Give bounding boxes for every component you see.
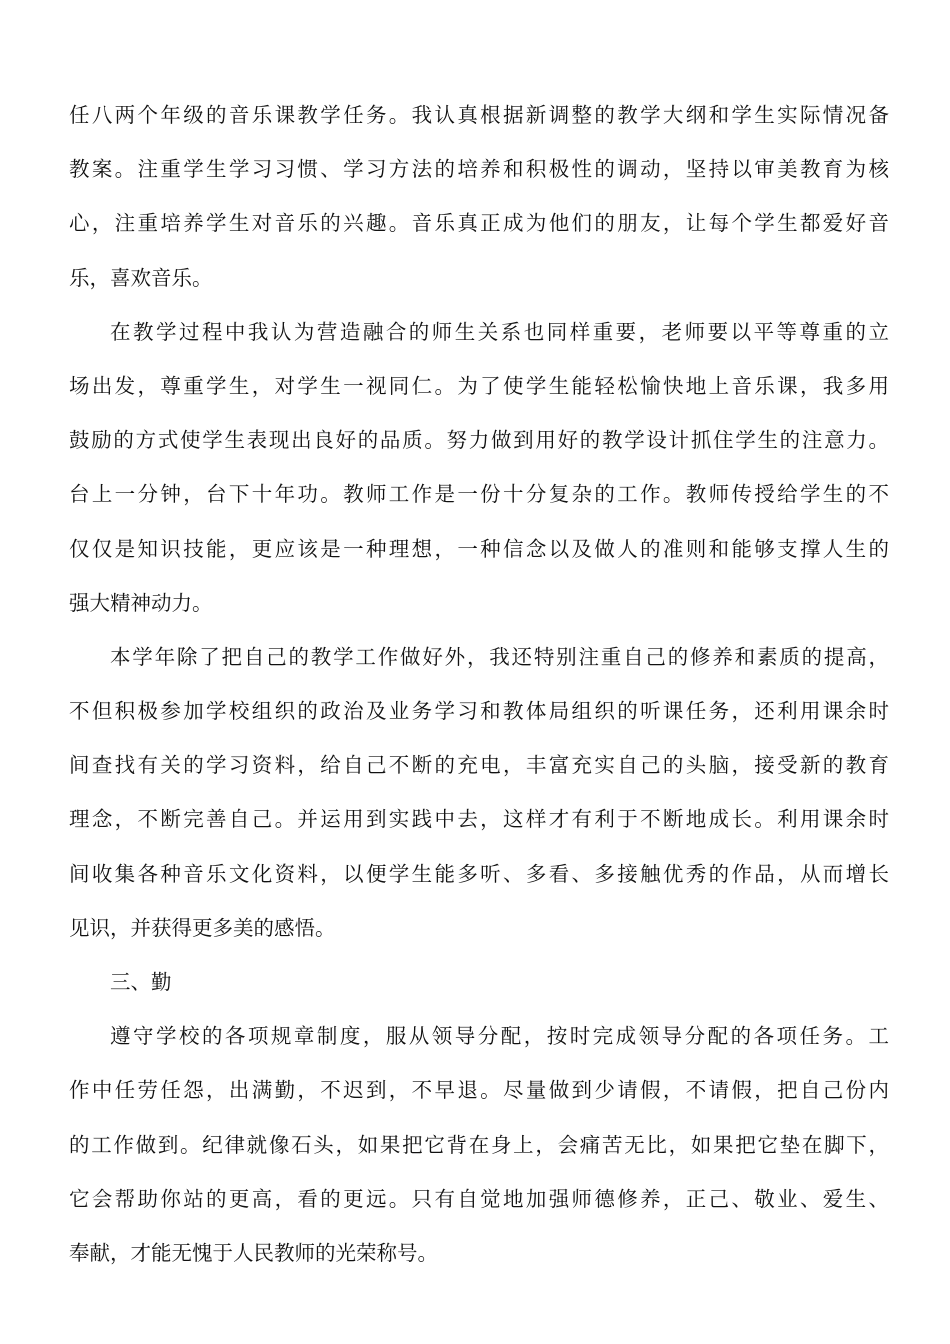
paragraph-first-line: 本学年除了把自己的教学工作做好外，我还特别注重自己的修养和素质的提高， [110,644,889,669]
text-line: 任八两个年级的音乐课教学任务。我认真根据新调整的教学大纲和学生实际情况备 [69,103,889,127]
paragraph-first-line: 在教学过程中我认为营造融合的师生关系也同样重要，老师要以平等尊重的立 [110,319,889,344]
section-heading: 三、勤 [110,970,172,994]
text-line: 乐，喜欢音乐。 [69,265,213,290]
text-line: 强大精神动力。 [69,590,213,615]
paragraph-first-line: 遵守学校的各项规章制度，服从领导分配，按时完成领导分配的各项任务。工 [110,1024,889,1049]
text-line: 不但积极参加学校组织的政治及业务学习和教体局组织的听课任务，还利用课余时 [69,699,889,724]
text-line: 教案。注重学生学习习惯、学习方法的培养和积极性的调动，坚持以审美教育为核 [69,157,889,182]
text-line: 见识，并获得更多美的感悟。 [69,915,336,940]
text-line: 间收集各种音乐文化资料，以便学生能多听、多看、多接触优秀的作品，从而增长 [69,861,889,886]
text-line: 奉献，才能无愧于人民教师的光荣称号。 [69,1240,438,1265]
text-line: 场出发，尊重学生，对学生一视同仁。为了使学生能轻松愉快地上音乐课，我多用 [69,373,889,398]
text-line: 作中任劳任怨，出满勤，不迟到，不早退。尽量做到少请假，不请假，把自己份内 [69,1078,889,1103]
text-line: 台上一分钟，台下十年功。教师工作是一份十分复杂的工作。教师传授给学生的不 [69,482,889,507]
text-line: 仅仅是知识技能，更应该是一种理想，一种信念以及做人的准则和能够支撑人生的 [69,536,889,561]
text-line: 心，注重培养学生对音乐的兴趣。音乐真正成为他们的朋友，让每个学生都爱好音 [69,211,889,236]
text-line: 的工作做到。纪律就像石头，如果把它背在身上，会痛苦无比，如果把它垫在脚下， [69,1132,889,1157]
document-body [69,88,889,1280]
text-line: 它会帮助你站的更高，看的更远。只有自觉地加强师德修养，正己、敬业、爱生、 [69,1186,889,1211]
text-line: 鼓励的方式使学生表现出良好的品质。努力做到用好的教学设计抓住学生的注意力。 [69,428,889,453]
text-line: 理念，不断完善自己。并运用到实践中去，这样才有利于不断地成长。利用课余时 [69,807,889,832]
text-line: 间查找有关的学习资料，给自己不断的充电，丰富充实自己的头脑，接受新的教育 [69,753,889,778]
